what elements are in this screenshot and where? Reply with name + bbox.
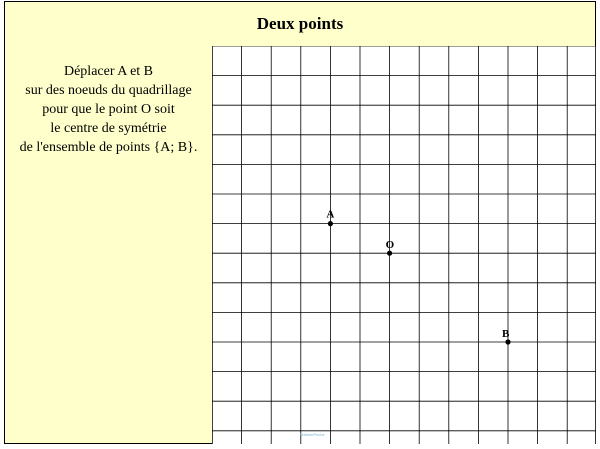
grid-canvas[interactable] bbox=[212, 46, 596, 444]
page-title: Deux points bbox=[256, 14, 344, 33]
credit-text: MathenPoche bbox=[300, 432, 325, 437]
point-a-label: A bbox=[326, 208, 335, 221]
grid-background bbox=[212, 46, 596, 444]
point-b-label: B bbox=[502, 328, 510, 340]
point-b-dot[interactable] bbox=[505, 339, 510, 344]
point-a-dot[interactable] bbox=[328, 221, 333, 226]
instruction-line: le centre de symétrie bbox=[50, 121, 167, 136]
instruction-panel bbox=[4, 46, 213, 444]
instruction-line: Déplacer A et B bbox=[63, 64, 154, 79]
title-bar bbox=[4, 1, 596, 47]
instruction-line: de l'ensemble de points {A; B}. bbox=[19, 140, 198, 155]
instruction-line: pour que le point O soit bbox=[42, 102, 175, 117]
point-o-label: O bbox=[385, 239, 395, 252]
point-o-dot bbox=[387, 251, 392, 256]
instruction-line: sur des noeuds du quadrillage bbox=[25, 83, 192, 98]
instruction-text bbox=[5, 62, 212, 157]
